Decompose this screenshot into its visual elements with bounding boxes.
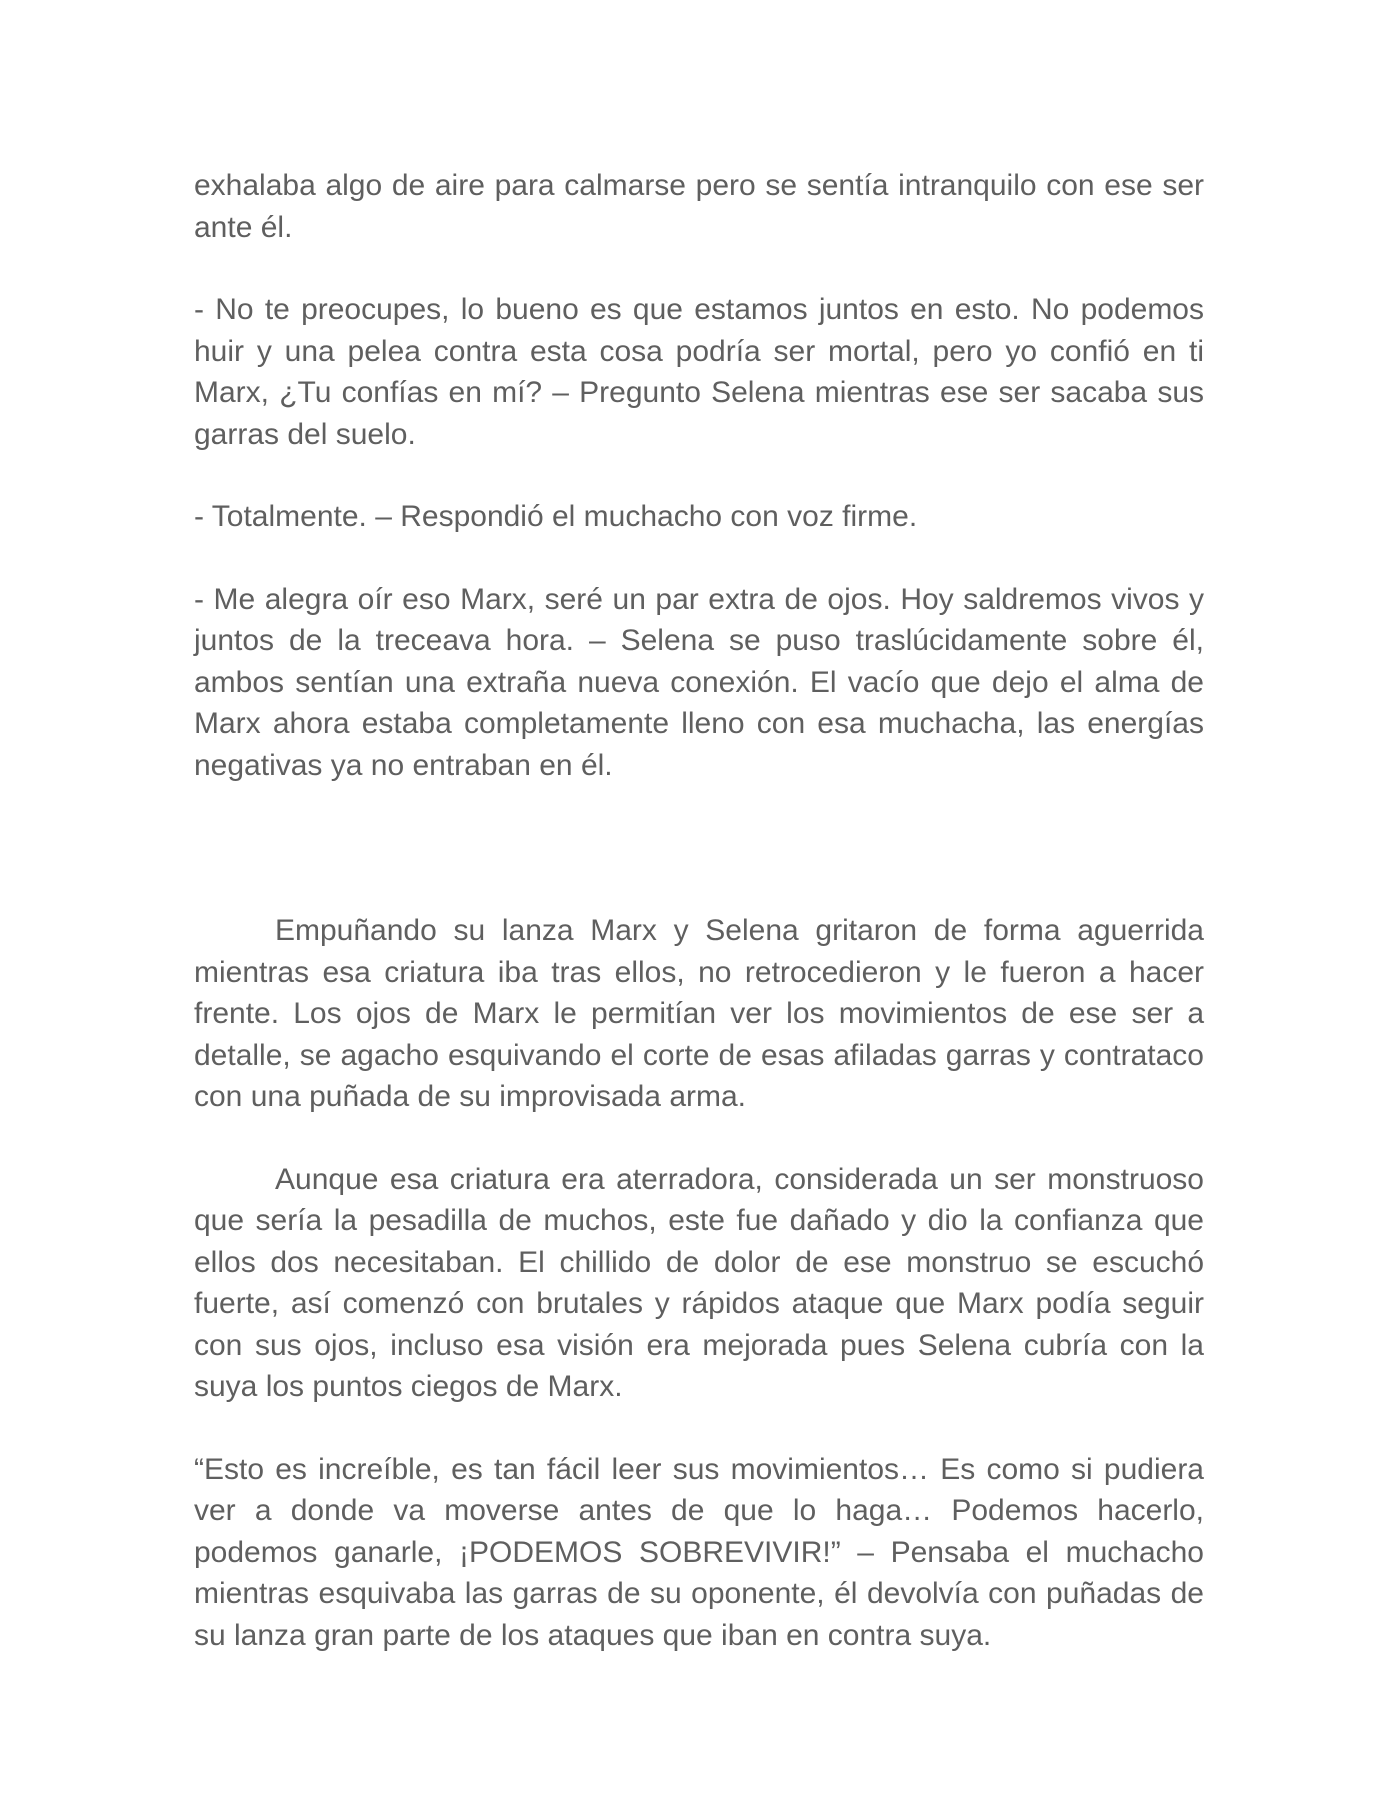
paragraph-6: Aunque esa criatura era aterradora, considerada un ser monstruoso que sería la pesadilla de muchos, este fue dañado y dio la confianza que ellos dos necesitaban. El chillido de dolor de ese monstruo se escuchó fuerte, así comenzó con brutales y rápidos ataque que Marx podía seguir con sus ojos, incluso esa visión era mejorada pues Selena cubría con la suya los puntos ciegos de Marx. bbox=[194, 1162, 1204, 1403]
paragraph-3: - Totalmente. – Respondió el muchacho con voz firme. bbox=[194, 500, 918, 533]
document-body bbox=[194, 165, 1204, 1697]
paragraph-5: Empuñando su lanza Marx y Selena gritaron de forma aguerrida mientras esa criatura iba tras ellos, no retrocedieron y le fueron a hacer frente. Los ojos de Marx le permitían ver los movimientos de ese ser a detalle, se agacho esquivando el corte de esas afiladas garras y contrataco con una puñada de su improvisada arma. bbox=[194, 914, 1204, 1113]
paragraph-1: exhalaba algo de aire para calmarse pero se sentía intranquilo con ese ser ante él. bbox=[194, 169, 1204, 244]
paragraph-2: - No te preocupes, lo bueno es que estamos juntos en esto. No podemos huir y una pelea contra esta cosa podría ser mortal, pero yo confió en ti Marx, ¿Tu confías en mí? – Pregunto Selena mientras ese ser sacaba sus garras del suelo. bbox=[194, 293, 1204, 451]
paragraph-4: - Me alegra oír eso Marx, seré un par extra de ojos. Hoy saldremos vivos y juntos de la treceava hora. – Selena se puso traslúcidamente sobre él, ambos sentían una extraña nueva conexión. El vacío que dejo el alma de Marx ahora estaba completamente lleno con esa muchacha, las energías negativas ya no entraban en él. bbox=[194, 582, 1204, 782]
paragraph-7: “Esto es increíble, es tan fácil leer sus movimientos… Es como si pudiera ver a donde va moverse antes de que lo haga… Podemos hacerlo, podemos ganarle, ¡PODEMOS SOBREVIVIR!” – Pensaba el muchacho mientras esquivaba las garras de su oponente, él devolvía con puñadas de su lanza gran parte de los ataques que iban en contra suya. bbox=[194, 1452, 1204, 1652]
